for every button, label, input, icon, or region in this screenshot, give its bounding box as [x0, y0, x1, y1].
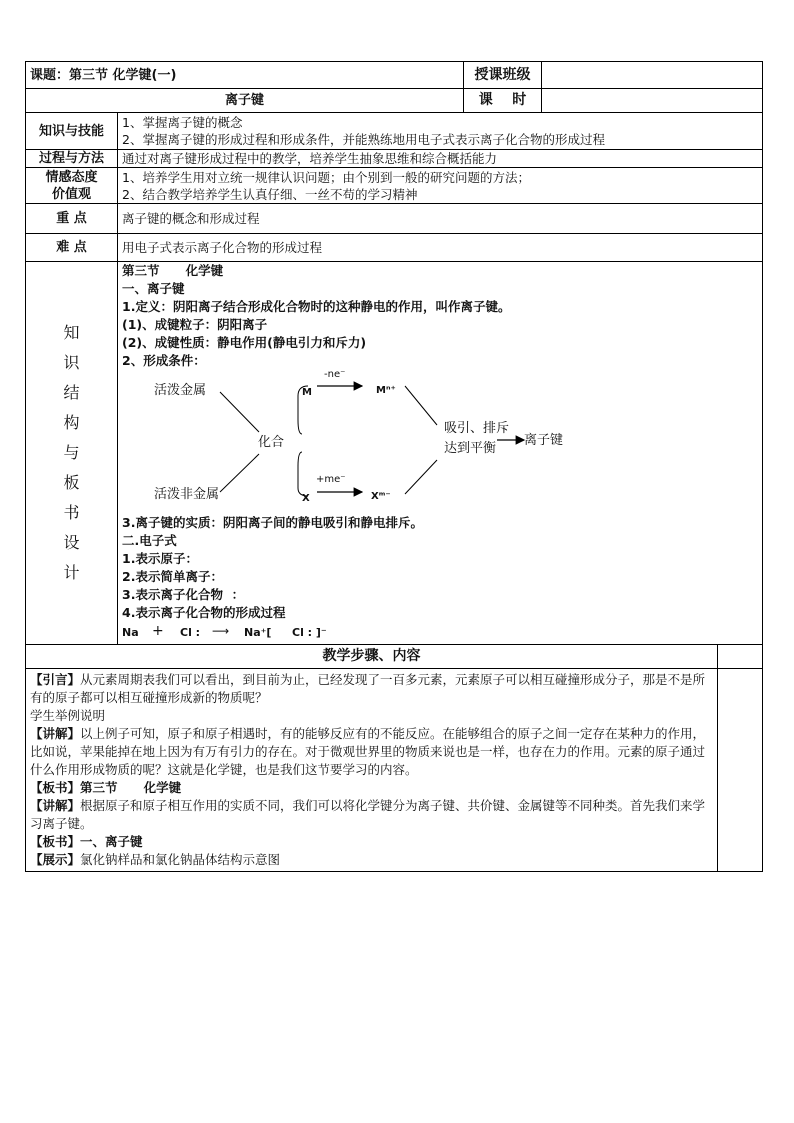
nonmetal-label: 活泼非金属	[154, 487, 220, 502]
step-text: 根据原子和原子相互作用的实质不同，我们可以将化学键分为离子键、共价键、金属键等不同种类。首先我们来学习离子键。	[30, 798, 706, 831]
line-metal	[220, 392, 259, 432]
step-text: 一、离子键	[80, 834, 143, 849]
formula-na: Na	[122, 626, 139, 639]
objective-line: 1、培养学生用对立统一规律认识问题；由个别到一般的研究问题的方法；	[122, 169, 530, 185]
knowledge-label-char: 板	[63, 473, 80, 492]
board-line: 2、形成条件：	[122, 353, 206, 368]
m-label: M	[302, 387, 312, 398]
formula-na-ion: Na⁺[	[244, 626, 272, 639]
class-value	[542, 62, 763, 89]
board-line: 第三节 化学键	[122, 263, 224, 278]
line-bottom-right	[405, 460, 437, 494]
knowledge-label-char: 识	[63, 353, 80, 372]
hours-label: 课 时	[464, 89, 542, 113]
key-point-text: 离子键的概念和形成过程	[118, 204, 763, 234]
key-point-label: 重 点	[26, 204, 118, 234]
board-line: (2)、成键性质：静电作用(静电引力和斥力)	[122, 335, 367, 350]
topic-title: 课题：第三节 化学键(一)	[26, 62, 464, 89]
x-label: X	[302, 493, 310, 504]
step-paragraph	[30, 671, 713, 707]
step-text: 从元素周期表我们可以看出，到目前为止，已经发现了一百多元素，元素原子可以相互碰撞形成分子，那是不是所有的原子都可以相互碰撞形成新的物质呢？	[30, 672, 706, 705]
objective-line: 1、掌握离子键的概念	[122, 115, 243, 130]
objective-label-knowledge: 知识与技能	[26, 113, 118, 150]
step-tag: 【讲解】	[30, 798, 81, 813]
step-tag: 【引言】	[30, 672, 81, 687]
mn-label: Mⁿ⁺	[376, 385, 396, 396]
objective-knowledge	[118, 113, 763, 150]
formula-plus: +	[152, 623, 164, 639]
knowledge-label-char: 计	[63, 563, 80, 582]
hours-value	[542, 89, 763, 113]
knowledge-label-char: 书	[63, 503, 80, 522]
attract-label-1: 吸引、排斥	[444, 421, 510, 436]
formula-cl-ion: Cl : ]⁻	[292, 626, 327, 639]
objective-line: 2、结合教学培养学生认真仔细、一丝不苟的学习精神	[122, 186, 418, 202]
difficulty-text: 用电子式表示离子化合物的形成过程	[118, 234, 763, 262]
objective-label-attitude	[26, 168, 118, 204]
xm-label: Xᵐ⁻	[371, 491, 391, 502]
knowledge-label-char: 结	[63, 383, 80, 402]
board-line: 1.表示原子：	[122, 551, 198, 566]
objective-label-process: 过程与方法	[26, 150, 118, 168]
lesson-plan	[25, 61, 762, 872]
objective-label-attitude-1: 情感态度	[45, 169, 98, 185]
result-label: 离子键	[524, 433, 564, 448]
formation-formula	[122, 622, 758, 640]
lesson-plan-table	[25, 61, 763, 872]
step-paragraph	[30, 797, 713, 833]
line-top-right	[405, 386, 437, 425]
subtitle: 离子键	[26, 89, 464, 113]
step-text: 氯化钠样品和氯化钠晶体结构示意图	[80, 852, 281, 867]
objective-attitude	[118, 168, 763, 204]
knowledge-label-char: 与	[63, 443, 80, 462]
board-line: 4.表示离子化合物的形成过程	[122, 605, 286, 620]
board-line: 1.定义：阴阳离子结合形成化合物时的这种静电的作用，叫作离子键。	[122, 299, 511, 314]
objective-process: 通过对离子键形成过程中的教学，培养学生抽象思维和综合概括能力	[118, 150, 763, 168]
steps-title: 教学步骤、内容	[26, 645, 718, 669]
step-paragraph	[30, 779, 713, 797]
step-paragraph	[30, 851, 713, 869]
knowledge-label-char: 设	[63, 533, 80, 552]
steps-notes-header	[718, 645, 763, 669]
step-paragraph	[30, 725, 713, 779]
knowledge-label	[26, 262, 118, 645]
steps-notes	[718, 669, 763, 872]
knowledge-label-char: 构	[63, 413, 80, 432]
lose-label: -ne⁻	[324, 369, 346, 380]
line-nonmetal	[220, 454, 259, 492]
step-text: 以上例子可知，原子和原子相遇时，有的能够反应有的不能反应。在能够组合的原子之间一定存在某种力的作用，比如说，苹果能掉在地上因为有万有引力的存在。对于微观世界里的物质来说也是一样，也存在力的作用。元素的原子通过什么作用形成物质的呢？这就是化学键，也是我们这节要学习的内容。	[30, 726, 706, 777]
gain-label: +me⁻	[316, 474, 346, 485]
formation-diagram	[122, 370, 562, 514]
board-line: 2.表示简单离子：	[122, 569, 223, 584]
knowledge-board	[118, 262, 763, 645]
step-text: 第三节 化学键	[80, 780, 182, 795]
board-line: 3.离子键的实质：阴阳离子间的静电吸引和静电排斥。	[122, 515, 423, 530]
step-text: 学生举例说明	[30, 708, 106, 723]
step-tag: 【讲解】	[30, 726, 81, 741]
objective-label-attitude-2: 价值观	[51, 186, 91, 202]
step-tag: 【展示】	[30, 852, 81, 867]
formula-cl: Cl :	[180, 626, 201, 639]
board-line: 一、离子键	[122, 281, 185, 296]
steps-content	[26, 669, 718, 872]
difficulty-label: 难 点	[26, 234, 118, 262]
objective-line: 2、掌握离子键的形成过程和形成条件，并能熟练地用电子式表示离子化合物的形成过程	[122, 132, 605, 147]
attract-label-2: 达到平衡	[444, 441, 497, 456]
formula-arrow: ⟶	[212, 624, 230, 638]
step-paragraph	[30, 707, 713, 725]
combine-label: 化合	[258, 435, 285, 450]
board-line: 3.表示离子化合物 ：	[122, 587, 245, 602]
knowledge-label-char: 知	[63, 323, 80, 342]
step-tag: 【板书】	[30, 834, 81, 849]
class-label: 授课班级	[464, 62, 542, 89]
metal-label: 活泼金属	[154, 383, 207, 398]
board-line: 二.电子式	[122, 533, 177, 548]
board-line: (1)、成键粒子：阴阳离子	[122, 317, 268, 332]
step-paragraph	[30, 833, 713, 851]
step-tag: 【板书】	[30, 780, 81, 795]
